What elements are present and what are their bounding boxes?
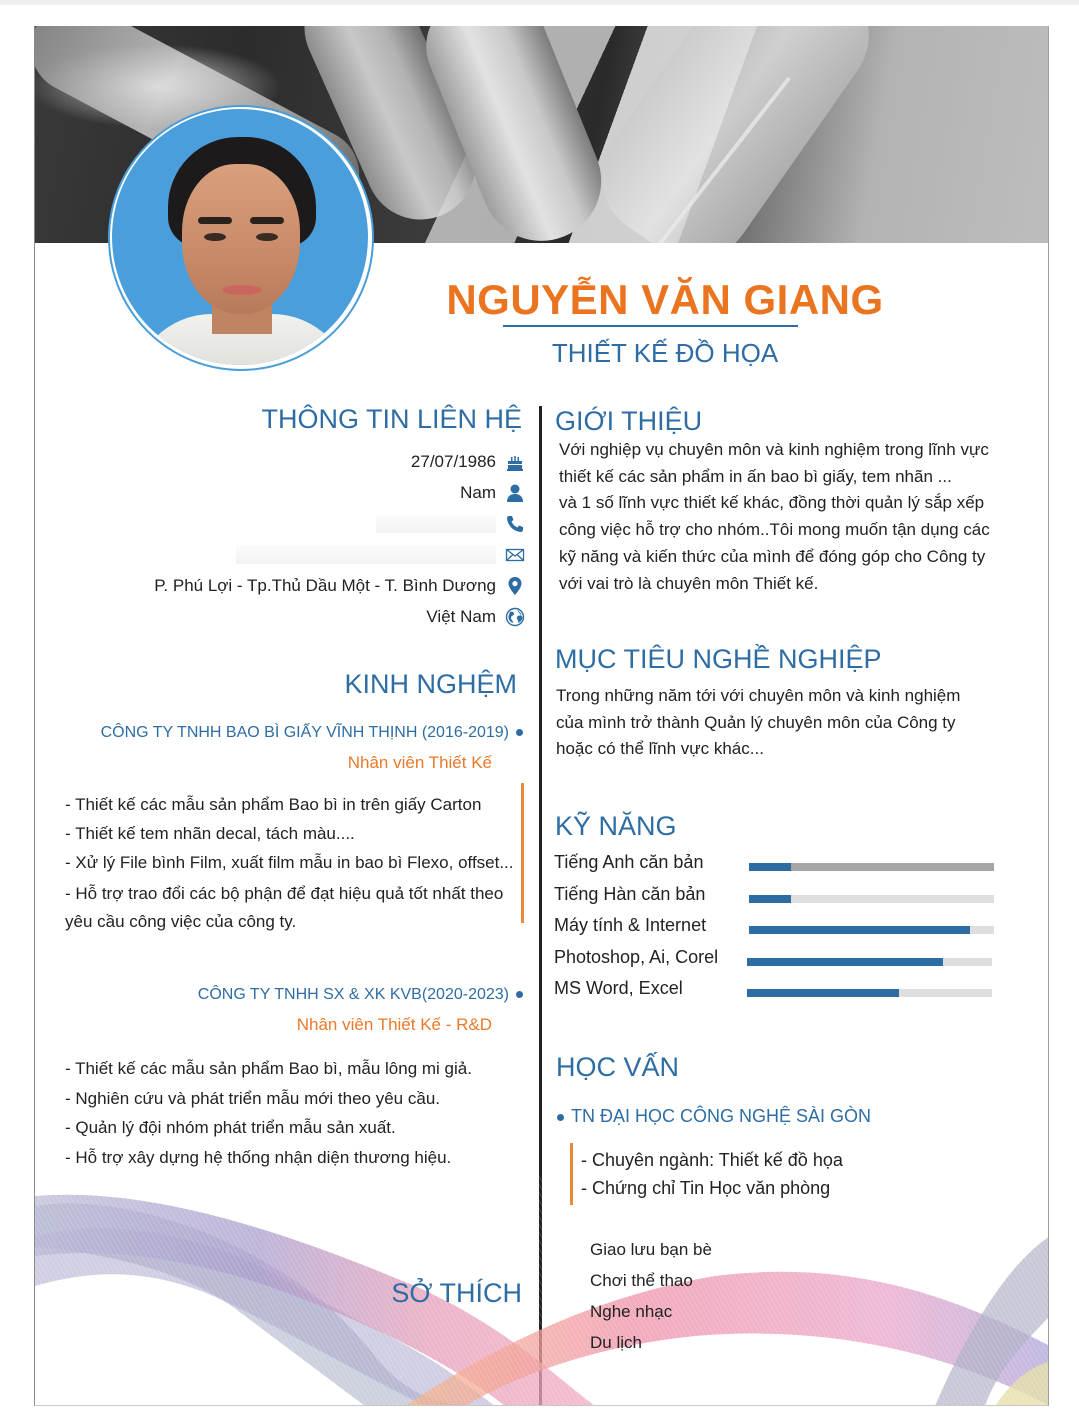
about-line: và 1 số lĩnh vực thiết kế khác, đồng thời quản lý sắp xếp bbox=[559, 493, 985, 513]
education-details bbox=[581, 1146, 843, 1202]
education-school bbox=[557, 1106, 871, 1127]
education-accent-bar bbox=[570, 1143, 573, 1205]
objective-line: của mình trở thành Quản lý chuyên môn của Công ty bbox=[556, 712, 956, 732]
duty-item: - Thiết kế các mẫu sản phẩm Bao bì in trên giấy Carton bbox=[65, 795, 482, 814]
skill-label: Tiếng Hàn căn bản bbox=[554, 883, 706, 904]
name-underline bbox=[503, 325, 798, 327]
job-title: THIẾT KẾ ĐỒ HỌA bbox=[551, 338, 779, 368]
duty-item: - Xử lý File bình Film, xuất film mẫu in bao bì Flexo, offset... bbox=[65, 853, 514, 872]
bullet-dot bbox=[557, 1114, 564, 1121]
hobby-item: Chơi thể thao bbox=[590, 1271, 693, 1290]
duty-item: - Hỗ trợ trao đổi các bộ phận để đạt hiệu quả tốt nhất theo yêu cầu công việc của công ty. bbox=[65, 884, 504, 931]
skill-label: Photoshop, Ai, Corel bbox=[554, 946, 719, 967]
bullet-dot bbox=[516, 729, 523, 736]
education-detail: - Chuyên ngành: Thiết kế đồ họa bbox=[581, 1150, 843, 1170]
about-line: Với nghiệp vụ chuyên môn và kinh nghiệm trong lĩnh vực bbox=[559, 440, 989, 459]
job-role: Nhân viên Thiết Kế - R&D bbox=[296, 1015, 492, 1034]
country-value: Việt Nam bbox=[426, 606, 496, 626]
skill-label: MS Word, Excel bbox=[554, 978, 683, 998]
duty-item: - Quản lý đội nhóm phát triển mẫu sản xuất. bbox=[65, 1118, 396, 1137]
user-icon bbox=[505, 483, 525, 503]
skill-fill bbox=[749, 863, 791, 871]
skills-heading: KỸ NĂNG bbox=[555, 811, 677, 841]
birthday-cake-icon bbox=[505, 452, 525, 472]
objective-line: hoặc có thể lĩnh vực khác... bbox=[556, 739, 764, 759]
company-name: CÔNG TY TNHH SX & XK KVB(2020-2023) bbox=[197, 986, 509, 1003]
globe-icon bbox=[505, 607, 525, 627]
education-detail: - Chứng chỉ Tin Học văn phòng bbox=[581, 1178, 831, 1198]
skill-bar bbox=[747, 989, 992, 997]
candidate-name: NGUYỄN VĂN GIANG bbox=[446, 276, 884, 323]
decorative-waves bbox=[35, 1176, 1049, 1406]
duty-item: - Thiết kế tem nhãn decal, tách màu.... bbox=[65, 824, 355, 843]
contact-list bbox=[95, 446, 525, 632]
skill-row bbox=[554, 884, 1004, 916]
duty-item: - Hỗ trợ xây dựng hệ thống nhận diện thương hiệu. bbox=[65, 1147, 452, 1167]
hobby-item: Nghe nhạc bbox=[590, 1302, 673, 1321]
objective-line: Trong những năm tới với chuyên môn và kinh nghiệm bbox=[556, 686, 961, 705]
gender-value: Nam bbox=[460, 482, 496, 502]
job-accent-bar bbox=[521, 783, 524, 923]
job-company bbox=[101, 724, 523, 742]
envelope-icon bbox=[505, 545, 525, 565]
job-role: Nhân viên Thiết Kế bbox=[347, 753, 492, 772]
viewer-top-bar bbox=[0, 0, 1079, 5]
school-name: TN ĐẠI HỌC CÔNG NGHỆ SÀI GÒN bbox=[571, 1106, 872, 1126]
duty-item: - Thiết kế các mẫu sản phẩm Bao bì, mẫu lông mi giả. bbox=[65, 1059, 472, 1078]
skill-label: Tiếng Anh căn bản bbox=[554, 852, 704, 872]
address-value: P. Phú Lợi - Tp.Thủ Dầu Một - T. Bình Dương bbox=[154, 575, 496, 595]
about-heading: GIỚI THIỆU bbox=[555, 406, 703, 436]
about-text bbox=[559, 437, 1039, 597]
objective-heading: MỤC TIÊU NGHỀ NGHIỆP bbox=[555, 644, 882, 674]
email-value bbox=[236, 546, 496, 564]
birthdate-value: 27/07/1986 bbox=[410, 451, 496, 471]
map-pin-icon bbox=[505, 576, 525, 596]
skills-list bbox=[554, 852, 1004, 1010]
skill-fill bbox=[749, 895, 791, 903]
contact-country bbox=[95, 601, 525, 632]
contact-heading: THÔNG TIN LIÊN HỆ bbox=[261, 404, 522, 434]
hobby-item: Du lịch bbox=[590, 1333, 642, 1352]
about-line: công việc hỗ trợ cho nhóm..Tôi mong muốn tận dụng các bbox=[559, 520, 990, 540]
company-name: CÔNG TY TNHH BAO BÌ GIẤY VĨNH THỊNH (2016-2019) bbox=[100, 724, 509, 741]
about-line: thiết kế các sản phẩm in ấn bao bì giấy, tem nhãn ... bbox=[559, 466, 952, 486]
skill-label: Máy tính & Internet bbox=[554, 915, 707, 935]
contact-address bbox=[95, 570, 525, 601]
objective-text bbox=[556, 683, 1036, 763]
avatar bbox=[112, 109, 368, 365]
skill-fill bbox=[747, 958, 943, 966]
skill-row bbox=[554, 978, 1004, 1010]
skill-bar bbox=[749, 895, 994, 903]
skill-bar bbox=[747, 958, 992, 966]
about-line: kỹ năng và kiến thức của mình để đóng góp cho Công ty bbox=[559, 546, 986, 566]
skill-row bbox=[554, 915, 1004, 947]
hobby-item: Giao lưu bạn bè bbox=[590, 1240, 712, 1259]
skill-fill bbox=[749, 926, 970, 934]
skill-bar bbox=[749, 863, 994, 871]
skill-row bbox=[554, 947, 1004, 979]
phone-icon bbox=[505, 514, 525, 534]
job-duties bbox=[65, 1054, 520, 1172]
job-duties bbox=[65, 790, 520, 936]
skill-fill bbox=[747, 989, 899, 997]
resume-page bbox=[34, 26, 1049, 1406]
hobbies-list bbox=[590, 1234, 712, 1358]
phone-value bbox=[376, 515, 496, 533]
hobbies-heading: SỞ THÍCH bbox=[391, 1278, 522, 1308]
duty-item: - Nghiên cứu và phát triển mẫu mới theo yêu cầu. bbox=[65, 1088, 440, 1108]
skill-row bbox=[554, 852, 1004, 884]
experience-heading: KINH NGHỆM bbox=[344, 669, 517, 699]
about-line: với vai trò là chuyên môn Thiết kế. bbox=[559, 573, 819, 593]
bullet-dot bbox=[516, 991, 523, 998]
skill-bar bbox=[749, 926, 994, 934]
contact-email bbox=[95, 539, 525, 570]
education-heading: HỌC VẤN bbox=[556, 1052, 680, 1082]
contact-birthdate bbox=[95, 446, 525, 477]
contact-gender bbox=[95, 477, 525, 508]
contact-phone bbox=[95, 508, 525, 539]
job-company bbox=[198, 986, 523, 1004]
